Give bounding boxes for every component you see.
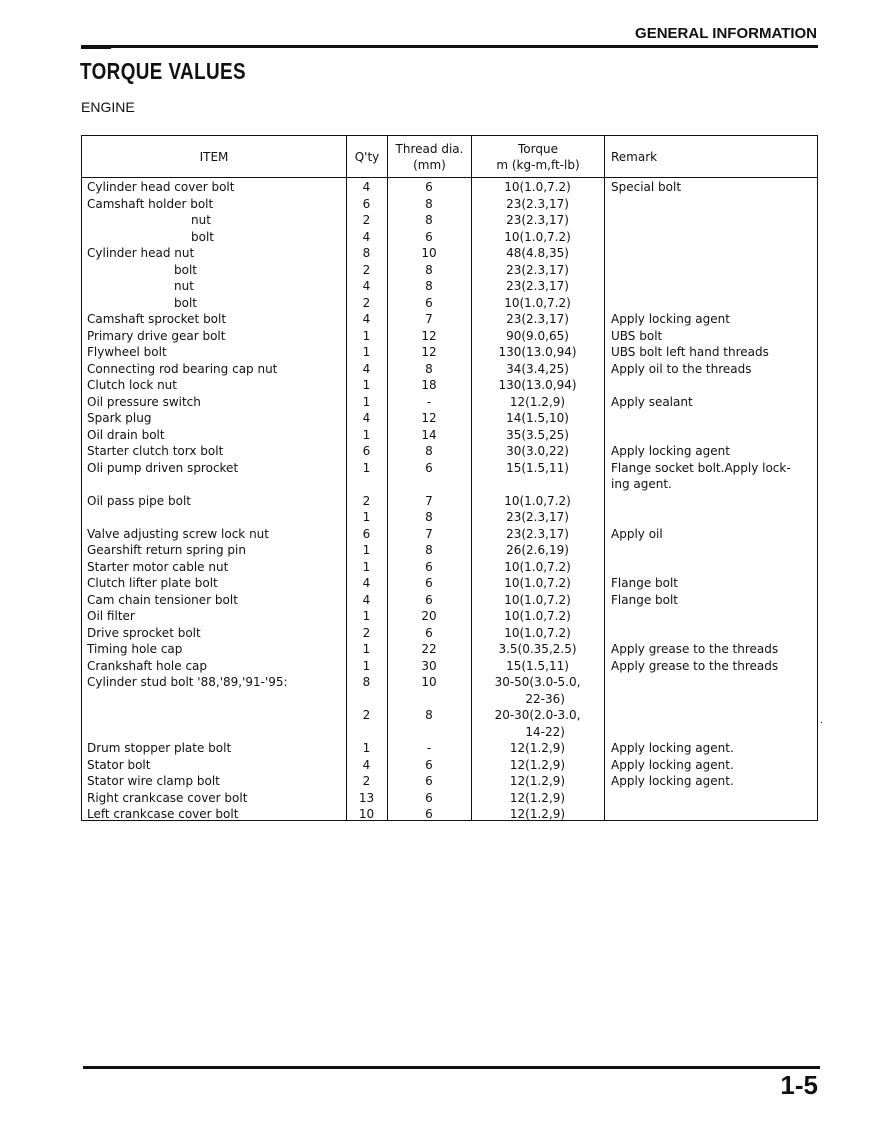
cell-qty: 4 (362, 576, 371, 590)
cell-torque: 23(2.3,17) (506, 262, 569, 277)
cell-qty: 1 (362, 345, 371, 359)
cell-qty: 2 (362, 262, 371, 277)
cell-item: Clutch lock nut (87, 378, 177, 392)
cell-item: Cylinder stud bolt '88,'89,'91-'95: (87, 675, 288, 689)
cell-item: Oil pass pipe bolt (87, 493, 191, 508)
cell-thread: 12 (421, 345, 437, 359)
cell-thread: 6 (425, 460, 433, 475)
cell-item: Cylinder head cover bolt (87, 180, 235, 194)
cell-torque: 23(2.3,17) (506, 526, 569, 541)
cell-torque: 10(1.0,7.2) (504, 609, 571, 623)
cell-remark (604, 427, 817, 444)
cell-torque: 90(9.0,65) (506, 328, 569, 343)
cell-torque: 23(2.3,17) (506, 196, 569, 211)
header-torque-line1: Torque (518, 141, 558, 156)
cell-remark (604, 377, 817, 394)
cell-qty: 8 (362, 675, 371, 689)
cell-thread: 10 (421, 675, 437, 689)
cell-qty: 1 (362, 658, 371, 673)
cell-item (82, 707, 346, 740)
cell-thread: 8 (425, 361, 433, 376)
table-row (82, 608, 817, 625)
table-body (82, 179, 817, 823)
table-row (82, 592, 817, 609)
cell-torque: 30(3.0,22) (506, 444, 569, 458)
header-tick (81, 48, 111, 49)
cell-item: Left crankcase cover bolt (87, 807, 239, 821)
cell-qty: 1 (362, 510, 371, 524)
header-torque (472, 136, 604, 177)
cell-item: Cam chain tensioner bolt (87, 592, 238, 607)
cell-thread: 8 (425, 262, 433, 277)
cell-remark: Flange bolt (611, 576, 679, 590)
table-row (82, 394, 817, 411)
cell-thread: - (426, 741, 432, 755)
cell-item: bolt (191, 229, 214, 244)
cell-torque: 23(2.3,17) (506, 510, 569, 524)
cell-remark: Flange socket bolt.Apply lock- ing agent. (611, 460, 791, 491)
cell-thread: 6 (425, 576, 433, 590)
table-row (82, 278, 817, 295)
cell-qty: 1 (362, 642, 371, 656)
cell-thread: 6 (425, 807, 433, 821)
cell-item: Oil pressure switch (87, 394, 201, 409)
table-row (82, 460, 817, 493)
table-row (82, 757, 817, 774)
cell-item: Camshaft holder bolt (87, 196, 214, 211)
table-row (82, 493, 817, 510)
table-row (82, 179, 817, 196)
cell-thread: 6 (425, 295, 433, 310)
cell-qty: 2 (362, 213, 371, 227)
cell-remark: Apply grease to the threads (611, 658, 779, 673)
cell-remark: Apply locking agent (611, 444, 730, 458)
cell-qty: 1 (362, 741, 371, 755)
cell-torque: 12(1.2,9) (509, 757, 566, 772)
cell-torque: 12(1.2,9) (509, 394, 566, 409)
cell-thread: - (426, 394, 432, 409)
cell-qty: 4 (362, 411, 371, 425)
cell-remark (604, 262, 817, 279)
cell-torque: 10(1.0,7.2) (504, 229, 571, 244)
cell-remark (604, 509, 817, 526)
cell-item: Spark plug (87, 411, 152, 425)
cell-remark (604, 707, 817, 740)
cell-remark (604, 410, 817, 427)
cell-thread: 7 (425, 312, 433, 326)
cell-qty: 2 (362, 295, 371, 310)
cell-qty: 1 (362, 559, 371, 574)
cell-thread: 6 (425, 592, 433, 607)
cell-qty: 2 (362, 774, 371, 788)
cell-remark (604, 790, 817, 807)
cell-torque: 23(2.3,17) (506, 213, 569, 227)
cell-torque: 35(3.5,25) (506, 427, 569, 442)
cell-thread: 6 (425, 180, 433, 194)
table-row (82, 559, 817, 576)
cell-remark (604, 245, 817, 262)
cell-item: Camshaft sprocket bolt (87, 312, 227, 326)
header-qty: Q'ty (354, 149, 380, 164)
table-row (82, 674, 817, 707)
cell-qty: 4 (362, 279, 371, 293)
header-thread-line1: Thread dia. (395, 141, 464, 156)
cell-remark (604, 608, 817, 625)
table-row (82, 196, 817, 213)
table-row (82, 410, 817, 427)
cell-qty: 2 (362, 493, 371, 508)
table-row (82, 526, 817, 543)
cell-qty: 6 (362, 444, 371, 458)
cell-torque: 10(1.0,7.2) (504, 576, 571, 590)
cell-torque: 3.5(0.35,2.5) (498, 642, 577, 656)
cell-thread: 8 (425, 708, 433, 722)
table-row (82, 361, 817, 378)
cell-qty: 1 (362, 378, 371, 392)
cell-item: nut (191, 213, 211, 227)
cell-item: Crankshaft hole cap (87, 658, 208, 673)
cell-qty: 8 (362, 246, 371, 260)
table-row (82, 740, 817, 757)
cell-item: Drum stopper plate bolt (87, 741, 232, 755)
table-row (82, 707, 817, 740)
table-row (82, 311, 817, 328)
cell-qty: 4 (362, 180, 371, 194)
torque-table (81, 135, 818, 821)
cell-torque: 23(2.3,17) (506, 312, 569, 326)
cell-thread: 22 (421, 642, 437, 656)
footer-rule (83, 1066, 820, 1069)
cell-qty: 1 (362, 609, 371, 623)
cell-thread: 6 (425, 625, 433, 640)
table-row (82, 575, 817, 592)
cell-qty: 4 (362, 757, 371, 772)
page-subtitle: ENGINE (81, 99, 135, 115)
header-item: ITEM (199, 149, 229, 164)
cell-remark: Special bolt (611, 180, 682, 194)
table-row (82, 295, 817, 312)
section-header: GENERAL INFORMATION (635, 25, 817, 42)
cell-remark (604, 806, 817, 823)
cell-thread: 18 (421, 378, 437, 392)
cell-torque: 10(1.0,7.2) (504, 493, 571, 508)
cell-thread: 8 (425, 196, 433, 211)
cell-remark (604, 559, 817, 576)
cell-torque: 10(1.0,7.2) (504, 625, 571, 640)
cell-remark: UBS bolt left hand threads (611, 345, 769, 359)
table-row (82, 443, 817, 460)
table-row (82, 245, 817, 262)
cell-thread: 12 (421, 411, 437, 425)
cell-thread: 8 (425, 279, 433, 293)
header-torque-line2: m (kg-m,ft-lb) (496, 157, 580, 172)
cell-torque: 20-30(2.0-3.0, 14-22) (494, 708, 581, 739)
cell-item: Right crankcase cover bolt (87, 790, 248, 805)
cell-thread: 6 (425, 757, 433, 772)
table-row (82, 542, 817, 559)
cell-remark: Apply oil to the threads (611, 361, 752, 376)
cell-remark: Apply sealant (611, 394, 693, 409)
cell-thread: 6 (425, 559, 433, 574)
page-title: TORQUE VALUES (80, 58, 247, 84)
cell-qty: 10 (358, 807, 375, 821)
cell-item: Gearshift return spring pin (87, 543, 246, 557)
cell-thread: 30 (421, 658, 437, 673)
cell-thread: 12 (421, 328, 437, 343)
cell-remark: Apply locking agent. (611, 741, 734, 755)
cell-qty: 1 (362, 543, 371, 557)
cell-qty: 6 (362, 526, 371, 541)
table-row (82, 344, 817, 361)
cell-item: Primary drive gear bolt (87, 328, 226, 343)
table-row (82, 509, 817, 526)
cell-thread: 8 (425, 543, 433, 557)
cell-thread: 8 (425, 213, 433, 227)
table-row (82, 658, 817, 675)
cell-item: Drive sprocket bolt (87, 625, 201, 640)
cell-remark (604, 542, 817, 559)
cell-remark (604, 229, 817, 246)
cell-thread: 10 (421, 246, 437, 260)
cell-qty: 13 (358, 790, 375, 805)
cell-item: nut (174, 279, 194, 293)
cell-remark (604, 295, 817, 312)
table-row (82, 641, 817, 658)
cell-qty: 4 (362, 229, 371, 244)
cell-item: bolt (174, 262, 197, 277)
table-row (82, 806, 817, 823)
table-row (82, 427, 817, 444)
cell-remark: Apply grease to the threads (611, 642, 779, 656)
table-row (82, 790, 817, 807)
cell-remark: Flange bolt (611, 592, 679, 607)
cell-torque: 14(1.5,10) (506, 411, 569, 425)
cell-item (82, 509, 346, 526)
cell-remark (604, 212, 817, 229)
stray-mark: · (820, 718, 824, 729)
cell-torque: 10(1.0,7.2) (504, 559, 571, 574)
cell-remark: Apply locking agent. (611, 774, 734, 788)
table-row (82, 262, 817, 279)
cell-torque: 12(1.2,9) (509, 807, 566, 821)
cell-remark: UBS bolt (611, 328, 663, 343)
cell-item: Starter motor cable nut (87, 559, 229, 574)
cell-torque: 12(1.2,9) (509, 790, 566, 805)
cell-item: Connecting rod bearing cap nut (87, 361, 278, 376)
cell-thread: 8 (425, 510, 433, 524)
cell-thread: 6 (425, 790, 433, 805)
cell-torque: 15(1.5,11) (506, 460, 569, 475)
cell-torque: 48(4.8,35) (506, 246, 569, 260)
cell-thread: 20 (421, 609, 437, 623)
cell-torque: 10(1.0,7.2) (504, 180, 571, 194)
cell-torque: 15(1.5,11) (506, 658, 569, 673)
cell-qty: 4 (362, 592, 371, 607)
cell-torque: 34(3.4,25) (506, 361, 569, 376)
cell-qty: 6 (362, 196, 371, 211)
table-row (82, 212, 817, 229)
cell-remark: Apply oil (611, 526, 663, 541)
cell-qty: 1 (362, 394, 371, 409)
cell-remark (604, 196, 817, 213)
header-thread-line2: (mm) (413, 157, 446, 172)
cell-torque: 30-50(3.0-5.0, 22-36) (494, 675, 581, 706)
cell-qty: 4 (362, 312, 371, 326)
cell-item: Stator bolt (87, 757, 151, 772)
cell-torque: 23(2.3,17) (506, 279, 569, 293)
cell-thread: 8 (425, 444, 433, 458)
cell-qty: 1 (362, 460, 371, 475)
cell-item: Oil filter (87, 609, 135, 623)
header-divider (82, 177, 817, 178)
cell-remark (604, 493, 817, 510)
cell-remark (604, 278, 817, 295)
cell-item: Valve adjusting screw lock nut (87, 526, 269, 541)
cell-torque: 12(1.2,9) (509, 741, 566, 755)
header-remark: Remark (611, 149, 658, 164)
cell-thread: 6 (425, 229, 433, 244)
cell-item: Stator wire clamp bolt (87, 774, 220, 788)
table-row (82, 773, 817, 790)
cell-torque: 10(1.0,7.2) (504, 295, 571, 310)
cell-remark: Apply locking agent (611, 312, 730, 326)
table-row (82, 229, 817, 246)
cell-remark (604, 625, 817, 642)
cell-torque: 26(2.6,19) (506, 543, 569, 557)
cell-remark (604, 674, 817, 707)
cell-qty: 1 (362, 427, 371, 442)
cell-remark: Apply locking agent. (611, 757, 734, 772)
cell-qty: 2 (362, 625, 371, 640)
cell-item: Oli pump driven sprocket (87, 460, 239, 475)
page-number: 1-5 (780, 1070, 818, 1100)
cell-thread: 7 (425, 526, 433, 541)
cell-item: Flywheel bolt (87, 345, 167, 359)
cell-item: Oil drain bolt (87, 427, 165, 442)
cell-item: Cylinder head nut (87, 246, 195, 260)
cell-qty: 4 (362, 361, 371, 376)
cell-torque: 10(1.0,7.2) (504, 592, 571, 607)
header-rule (81, 45, 818, 48)
cell-item: bolt (174, 295, 197, 310)
cell-item: Timing hole cap (87, 642, 183, 656)
cell-thread: 7 (425, 493, 433, 508)
cell-qty: 2 (362, 708, 371, 722)
cell-item: Starter clutch torx bolt (87, 444, 224, 458)
header-thread (388, 136, 471, 177)
cell-thread: 6 (425, 774, 433, 788)
table-row (82, 377, 817, 394)
cell-torque: 130(13.0,94) (498, 378, 577, 392)
cell-thread: 14 (421, 427, 437, 442)
table-row (82, 328, 817, 345)
cell-torque: 130(13.0,94) (498, 345, 577, 359)
cell-qty: 1 (362, 328, 371, 343)
table-row (82, 625, 817, 642)
cell-item: Clutch lifter plate bolt (87, 576, 218, 590)
cell-torque: 12(1.2,9) (509, 774, 566, 788)
